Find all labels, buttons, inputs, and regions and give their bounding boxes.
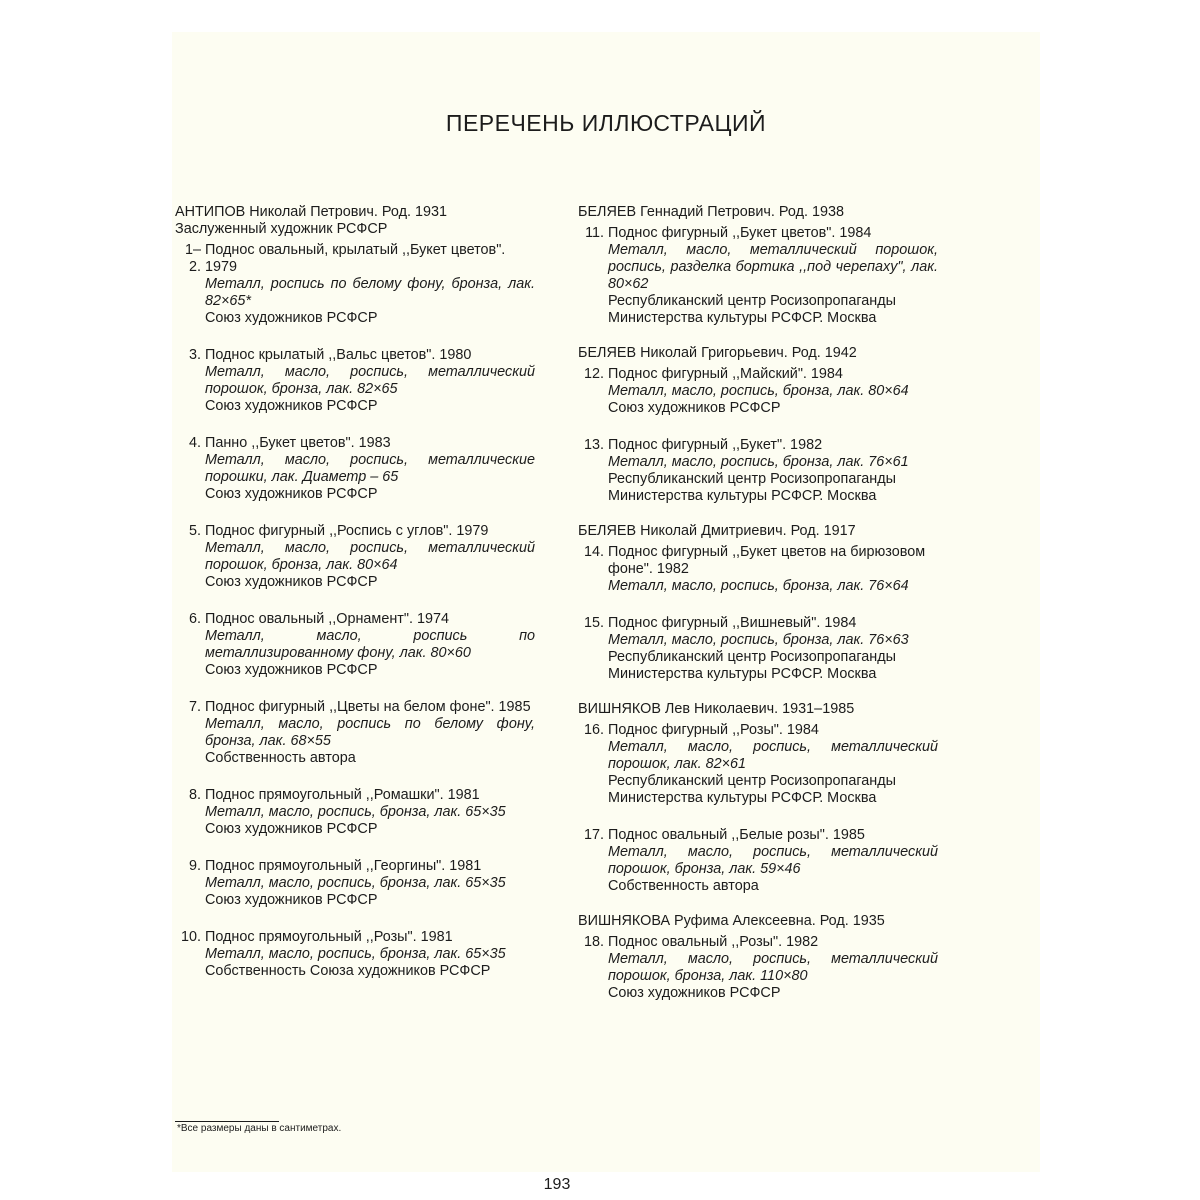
entry-owner: Республиканский центр Росизопропаганды Министерства культуры РСФСР. Москва <box>608 293 896 326</box>
entry-owner: Республиканский центр Росизопропаганды Министерства культуры РСФСР. Москва <box>608 773 896 806</box>
artist-heading: АНТИПОВ Николай Петрович. Род. 1931 <box>175 204 447 220</box>
entry-medium: Металл, роспись по белому фону, бронза, лак. 82×65* <box>205 276 535 309</box>
footnote: *Все размеры даны в сантиметрах. <box>177 1123 342 1134</box>
entry-body <box>608 722 938 807</box>
entry-title: Поднос прямоугольный ,,Ромашки". 1981 <box>205 787 480 803</box>
entry-owner: Союз художников РСФСР <box>608 400 781 416</box>
entry-number: 4. <box>188 435 201 451</box>
entry-owner: Союз художников РСФСР <box>205 892 378 908</box>
entry-number: 9. <box>188 858 201 874</box>
illustration-entry <box>578 366 938 417</box>
entry-title: Поднос фигурный ,,Вишневый". 1984 <box>608 615 857 631</box>
illustration-entry <box>175 929 535 980</box>
entry-body <box>608 437 938 505</box>
entry-number: 6. <box>188 611 201 627</box>
entry-owner: Республиканский центр Росизопропаганды Министерства культуры РСФСР. Москва <box>608 471 896 504</box>
entry-owner: Союз художников РСФСР <box>205 662 378 678</box>
entry-number: 7. <box>188 699 201 715</box>
illustration-entry <box>578 544 938 595</box>
entry-medium: Металл, масло, роспись, бронза, лак. 80×64 <box>608 383 909 399</box>
entry-title: Поднос овальный ,,Орнамент". 1974 <box>205 611 449 627</box>
illustration-entry <box>578 437 938 505</box>
illustration-entry <box>175 347 535 415</box>
entry-body <box>608 827 938 895</box>
artist-heading: ВИШНЯКОВА Руфима Алексеевна. Род. 1935 <box>578 913 885 929</box>
entry-title: Поднос овальный ,,Белые розы". 1985 <box>608 827 865 843</box>
entry-owner: Союз художников РСФСР <box>205 486 378 502</box>
entry-owner: Союз художников РСФСР <box>205 574 378 590</box>
entry-number: 8. <box>188 787 201 803</box>
artist-group <box>175 204 535 980</box>
illustration-entry <box>578 827 938 895</box>
entry-number: 17. <box>583 827 604 843</box>
artist-heading: Заслуженный художник РСФСР <box>175 221 388 237</box>
entry-number: 16. <box>583 722 604 738</box>
illustration-entry <box>175 523 535 591</box>
entry-medium: Металл, масло, роспись, бронза, лак. 65×35 <box>205 804 506 820</box>
entry-owner: Собственность Союза художников РСФСР <box>205 963 491 979</box>
entry-medium: Металл, масло, роспись, бронза, лак. 76×63 <box>608 632 909 648</box>
entry-body <box>608 225 938 327</box>
entry-body <box>205 858 535 909</box>
illustration-entry <box>578 615 938 683</box>
illustration-entry <box>578 722 938 807</box>
entry-body <box>205 435 535 503</box>
entry-medium: Металл, масло, роспись, металлические порошки, лак. Диаметр – 65 <box>205 452 535 485</box>
entry-body <box>205 787 535 838</box>
entry-owner: Республиканский центр Росизопропаганды Министерства культуры РСФСР. Москва <box>608 649 896 682</box>
entry-number: 12. <box>583 366 604 382</box>
entry-owner: Собственность автора <box>608 878 759 894</box>
illustration-entry <box>175 787 535 838</box>
entry-number: 1–2. <box>184 242 201 275</box>
entry-medium: Металл, масло, роспись, металлический порошок, лак. 82×61 <box>608 739 938 772</box>
entry-medium: Металл, масло, роспись, металлический порошок, бронза, лак. 59×46 <box>608 844 938 877</box>
artist-group <box>578 345 938 505</box>
illustration-entry <box>175 435 535 503</box>
entry-title: Поднос фигурный ,,Букет цветов на бирюзовом фоне". 1982 <box>608 544 926 577</box>
entry-medium: Металл, масло, роспись по белому фону, бронза, лак. 68×55 <box>205 716 535 749</box>
entry-owner: Союз художников РСФСР <box>205 821 378 837</box>
illustration-entry <box>175 858 535 909</box>
entry-body <box>205 929 535 980</box>
artist-group <box>578 913 938 1002</box>
footnote-rule <box>175 1121 279 1122</box>
entry-title: Поднос фигурный ,,Роспись с углов". 1979 <box>205 523 489 539</box>
entry-number: 15. <box>583 615 604 631</box>
entry-title: Поднос фигурный ,,Розы". 1984 <box>608 722 819 738</box>
entry-medium: Металл, масло, роспись, металлический порошок, бронза, лак. 110×80 <box>608 951 938 984</box>
left-column <box>175 204 535 998</box>
entry-body <box>205 347 535 415</box>
entry-title: Поднос овальный, крылатый ,,Букет цветов". 1979 <box>205 242 506 275</box>
entry-medium: Металл, масло, роспись, металлический порошок, бронза, лак. 82×65 <box>205 364 535 397</box>
entry-title: Панно ,,Букет цветов". 1983 <box>205 435 391 451</box>
entry-body <box>608 544 938 595</box>
right-column <box>578 204 938 1020</box>
entry-medium: Металл, масло, роспись, металлический порошок, бронза, лак. 80×64 <box>205 540 535 573</box>
entry-owner: Союз художников РСФСР <box>608 985 781 1001</box>
entry-medium: Металл, масло, металлический порошок, роспись, разделка бортика ,,под черепаху", лак. 80×62 <box>608 242 938 292</box>
entry-title: Поднос фигурный ,,Майский". 1984 <box>608 366 843 382</box>
entry-title: Поднос фигурный ,,Букет цветов". 1984 <box>608 225 872 241</box>
entry-number: 3. <box>188 347 201 363</box>
entry-body <box>205 523 535 591</box>
entry-owner: Союз художников РСФСР <box>205 398 378 414</box>
entry-title: Поднос прямоугольный ,,Розы". 1981 <box>205 929 453 945</box>
entry-medium: Металл, масло, роспись, бронза, лак. 76×64 <box>608 578 909 594</box>
entry-body <box>205 699 535 767</box>
entry-number: 11. <box>585 225 604 241</box>
page-number: 193 <box>543 1176 571 1193</box>
illustration-entry <box>175 242 535 327</box>
entry-body <box>608 934 938 1002</box>
artist-group <box>578 523 938 683</box>
entry-number: 13. <box>583 437 604 453</box>
entry-body <box>608 615 938 683</box>
artist-heading: БЕЛЯЕВ Николай Григорьевич. Род. 1942 <box>578 345 857 361</box>
entry-body <box>205 242 535 327</box>
entry-number: 14. <box>583 544 604 560</box>
entry-owner: Собственность автора <box>205 750 356 766</box>
illustration-entry <box>578 225 938 327</box>
entry-medium: Металл, масло, роспись по металлизированному фону, лак. 80×60 <box>205 628 535 661</box>
illustration-entry <box>578 934 938 1002</box>
artist-group <box>578 204 938 327</box>
entry-owner: Союз художников РСФСР <box>205 310 378 326</box>
entry-title: Поднос фигурный ,,Цветы на белом фоне". 1985 <box>205 699 531 715</box>
artist-heading: ВИШНЯКОВ Лев Николаевич. 1931–1985 <box>578 701 855 717</box>
entry-title: Поднос крылатый ,,Вальс цветов". 1980 <box>205 347 472 363</box>
entry-number: 18. <box>583 934 604 950</box>
entry-number: 10. <box>180 929 201 945</box>
entry-title: Поднос фигурный ,,Букет". 1982 <box>608 437 823 453</box>
entry-medium: Металл, масло, роспись, бронза, лак. 65×35 <box>205 946 506 962</box>
entry-title: Поднос овальный ,,Розы". 1982 <box>608 934 819 950</box>
page-title: ПЕРЕЧЕНЬ ИЛЛЮСТРАЦИЙ <box>445 110 767 136</box>
entry-body <box>205 611 535 679</box>
entry-medium: Металл, масло, роспись, бронза, лак. 76×61 <box>608 454 909 470</box>
entry-medium: Металл, масло, роспись, бронза, лак. 65×35 <box>205 875 506 891</box>
book-page <box>172 32 1040 1193</box>
illustration-entry <box>175 699 535 767</box>
artist-heading: БЕЛЯЕВ Геннадий Петрович. Род. 1938 <box>578 204 844 220</box>
entry-title: Поднос прямоугольный ,,Георгины". 1981 <box>205 858 482 874</box>
artist-heading: БЕЛЯЕВ Николай Дмитриевич. Род. 1917 <box>578 523 856 539</box>
entry-body <box>608 366 938 417</box>
artist-group <box>578 701 938 895</box>
entry-number: 5. <box>188 523 201 539</box>
illustration-entry <box>175 611 535 679</box>
